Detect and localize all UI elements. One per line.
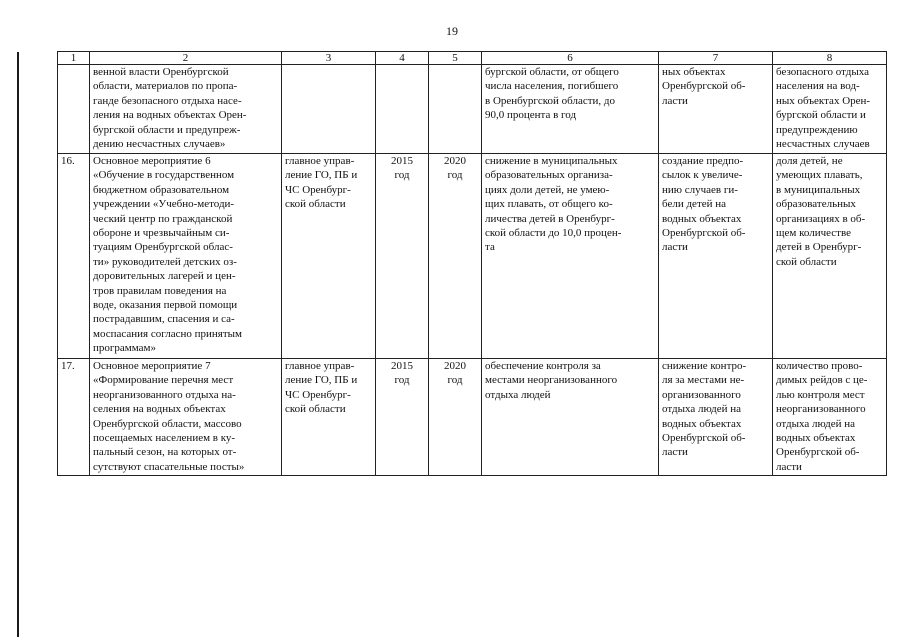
target-cell: безопасного отдыха населения на вод- ных объектах Орен- бургской области и предупреждению несчастных случаев	[773, 65, 887, 154]
column-header: 1	[58, 52, 90, 65]
executor-cell: главное управ- ление ГО, ПБ и ЧС Оренбург- ской области	[282, 359, 376, 476]
end-year-cell: 2020 год	[429, 154, 482, 359]
column-header: 3	[282, 52, 376, 65]
column-header: 6	[482, 52, 659, 65]
end-year-cell	[429, 65, 482, 154]
target-cell: количество прово- димых рейдов с це- лью контроля мест неорганизованного отдыха людей на водных объектах Оренбургской об- ласти	[773, 359, 887, 476]
activity-name-cell: Основное мероприятие 7 «Формирование перечня мест неорганизованного отдыха на- селения на водных объектах Оренбургской области, массово посещаемых населением в ку- пальный сезон, на которых от- сутствуют спасательные посты»	[90, 359, 282, 476]
indicator-cell: бургской области, от общего числа населения, погибшего в Оренбургской области, до 90,0 процента в год	[482, 65, 659, 154]
column-header: 7	[659, 52, 773, 65]
executor-cell: главное управ- ление ГО, ПБ и ЧС Оренбург- ской области	[282, 154, 376, 359]
result-cell: снижение контро- ля за местами не- организованного отдыха людей на водных объектах Оренбургской об- ласти	[659, 359, 773, 476]
start-year-cell	[376, 65, 429, 154]
start-year-cell: 2015 год	[376, 359, 429, 476]
target-cell: доля детей, не умеющих плавать, в муниципальных образовательных организациях в об- щем количестве детей в Оренбург- ской области	[773, 154, 887, 359]
row-number-cell: 16.	[58, 154, 90, 359]
page-edge-bar	[17, 52, 19, 637]
end-year-cell: 2020 год	[429, 359, 482, 476]
column-header: 4	[376, 52, 429, 65]
table-row	[58, 65, 887, 154]
column-header: 2	[90, 52, 282, 65]
executor-cell	[282, 65, 376, 154]
table-row	[58, 154, 887, 359]
row-number-cell: 17.	[58, 359, 90, 476]
page-number: 19	[446, 24, 458, 38]
result-cell: ных объектах Оренбургской об- ласти	[659, 65, 773, 154]
program-table	[57, 51, 887, 476]
activity-name-cell: Основное мероприятие 6 «Обучение в государственном бюджетном образовательном учреждении «Учебно-методи- ческий центр по гражданской обороне и чрезвычайным си- туациям Оренбургской облас- ти» руководителей детских оз- доровительных лагерей и цен- тров правилам поведения на воде, оказания первой помощи пострадавшим, спасения и са- моспасания согласно принятым программам»	[90, 154, 282, 359]
indicator-cell: обеспечение контроля за местами неорганизованного отдыха людей	[482, 359, 659, 476]
row-number-cell	[58, 65, 90, 154]
result-cell: создание предпо- сылок к увеличе- нию случаев ги- бели детей на водных объектах Оренбургской об- ласти	[659, 154, 773, 359]
table-row	[58, 359, 887, 476]
activity-name-cell: венной власти Оренбургской области, материалов по пропа- ганде безопасного отдыха насе- ления на водных объектах Орен- бургской области и предупреж- дению несчастных случаев»	[90, 65, 282, 154]
indicator-cell: снижение в муниципальных образовательных организа- циях доли детей, не умею- щих плавать, от общего ко- личества детей в Оренбург- ской области до 10,0 процен- та	[482, 154, 659, 359]
column-header: 8	[773, 52, 887, 65]
column-header: 5	[429, 52, 482, 65]
column-number-row	[58, 52, 887, 65]
start-year-cell: 2015 год	[376, 154, 429, 359]
